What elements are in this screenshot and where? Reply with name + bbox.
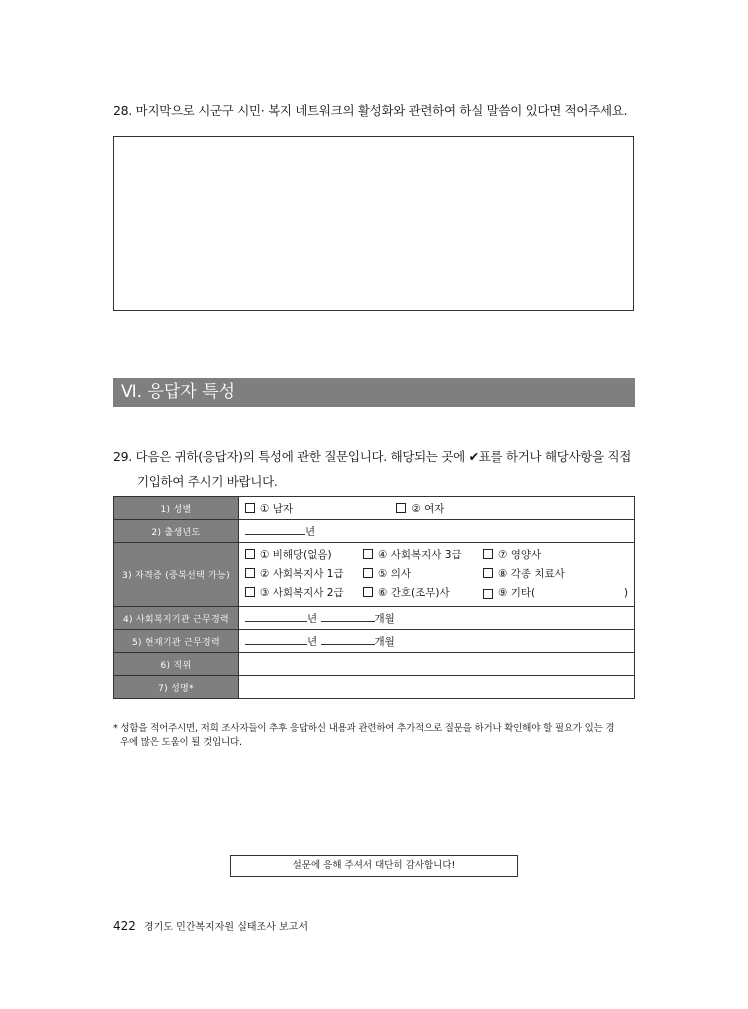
cert-option-8[interactable] bbox=[483, 565, 613, 584]
question-29 bbox=[113, 447, 631, 465]
option-row bbox=[245, 565, 628, 584]
current-career-field[interactable] bbox=[239, 630, 635, 653]
unit-label: 년 bbox=[305, 525, 316, 538]
cert-option-6[interactable] bbox=[363, 584, 483, 603]
checkbox-icon[interactable] bbox=[363, 549, 373, 559]
page-number: 422 bbox=[113, 919, 136, 933]
question-28 bbox=[113, 101, 627, 119]
table-row bbox=[114, 520, 635, 543]
unit-label: 개월 bbox=[374, 612, 395, 625]
cert-option-2[interactable] bbox=[245, 565, 363, 584]
option-row bbox=[245, 546, 628, 565]
question-text: 마지막으로 시군구 시민· 복지 네트워크의 활성화와 관련하여 하실 말씀이 있다면 적어주세요. bbox=[135, 103, 628, 118]
cert-option-4[interactable] bbox=[363, 546, 483, 565]
option-label: ③ 사회복지사 2급 bbox=[260, 587, 344, 599]
cert-option-7[interactable] bbox=[483, 546, 613, 565]
q28-answer-box[interactable] bbox=[113, 136, 634, 311]
birth-year-field[interactable] bbox=[239, 520, 635, 543]
table-row bbox=[114, 653, 635, 676]
name-label: 7) 성명* bbox=[114, 676, 239, 699]
cert-option-3[interactable] bbox=[245, 584, 363, 603]
option-label: ② 여자 bbox=[411, 502, 445, 515]
unit-label: 년 bbox=[307, 612, 318, 625]
table-row bbox=[114, 607, 635, 630]
option-label: ② 사회복지사 1급 bbox=[260, 568, 344, 580]
question-29-line2: 기입하여 주시기 바랍니다. bbox=[137, 474, 278, 489]
gender-options bbox=[239, 497, 635, 520]
section-header: Ⅵ. 응답자 특성 bbox=[113, 378, 635, 407]
option-label: ① 남자 bbox=[260, 502, 294, 515]
checkbox-icon[interactable] bbox=[483, 568, 493, 578]
option-label: ⑧ 각종 치료사 bbox=[498, 568, 565, 580]
close-paren: ) bbox=[623, 587, 628, 599]
checkbox-icon[interactable] bbox=[245, 549, 255, 559]
blank-line[interactable] bbox=[321, 612, 375, 622]
question-text-line1: 다음은 귀하(응답자)의 특성에 관한 질문입니다. 해당되는 곳에 ✔표를 하거나 해당사항을 직접 bbox=[135, 449, 632, 464]
report-title: 경기도 민간복지자원 실태조사 보고서 bbox=[143, 922, 309, 933]
birth-year-label: 2) 출생년도 bbox=[114, 520, 239, 543]
unit-label: 개월 bbox=[374, 635, 395, 648]
option-label: ⑨ 기타( bbox=[498, 587, 536, 599]
cert-option-9[interactable] bbox=[483, 584, 628, 603]
checkbox-icon[interactable] bbox=[245, 503, 255, 513]
footnote-line1: * 성함을 적어주시면, 저희 조사자들이 추후 응답하신 내용과 관련하여 추가적으로 질문을 하거나 확인해야 할 필요가 있는 경 bbox=[113, 723, 615, 734]
table-row bbox=[114, 543, 635, 607]
table-row bbox=[114, 676, 635, 699]
gender-female-option[interactable] bbox=[396, 501, 444, 516]
question-number: 29. bbox=[113, 449, 132, 464]
checkbox-icon[interactable] bbox=[483, 549, 493, 559]
cert-option-1[interactable] bbox=[245, 546, 363, 565]
option-label: ① 비해당(없음) bbox=[260, 549, 332, 561]
checkbox-icon[interactable] bbox=[363, 568, 373, 578]
option-label: ⑦ 영양사 bbox=[498, 549, 542, 561]
page-footer bbox=[113, 918, 308, 933]
option-label: ④ 사회복지사 3급 bbox=[378, 549, 462, 561]
position-field[interactable] bbox=[239, 653, 635, 676]
certificate-options bbox=[239, 543, 635, 607]
option-label: ⑤ 의사 bbox=[378, 568, 412, 580]
blank-line[interactable] bbox=[321, 635, 375, 645]
option-row bbox=[245, 584, 628, 603]
sw-career-field[interactable] bbox=[239, 607, 635, 630]
certificate-label: 3) 자격증 (중복선택 가능) bbox=[114, 543, 239, 607]
checkbox-icon[interactable] bbox=[396, 503, 406, 513]
unit-label: 년 bbox=[307, 635, 318, 648]
blank-line[interactable] bbox=[245, 612, 307, 622]
respondent-table bbox=[113, 496, 635, 699]
blank-line[interactable] bbox=[245, 525, 305, 535]
table-row bbox=[114, 630, 635, 653]
question-number: 28. bbox=[113, 103, 132, 118]
thanks-box: 설문에 응해 주셔서 대단히 감사합니다! bbox=[230, 855, 518, 877]
name-field[interactable] bbox=[239, 676, 635, 699]
sw-career-label: 4) 사회복지기관 근무경력 bbox=[114, 607, 239, 630]
gender-label: 1) 성별 bbox=[114, 497, 239, 520]
position-label: 6) 직위 bbox=[114, 653, 239, 676]
checkbox-icon[interactable] bbox=[483, 589, 493, 599]
checkbox-icon[interactable] bbox=[363, 587, 373, 597]
current-career-label: 5) 현재기관 근무경력 bbox=[114, 630, 239, 653]
checkbox-icon[interactable] bbox=[245, 587, 255, 597]
footnote-line2: 우에 많은 도움이 될 것입니다. bbox=[120, 737, 242, 748]
blank-line[interactable] bbox=[245, 635, 307, 645]
table-row bbox=[114, 497, 635, 520]
cert-option-5[interactable] bbox=[363, 565, 483, 584]
footnote bbox=[113, 722, 638, 750]
gender-male-option[interactable] bbox=[245, 501, 393, 516]
option-label: ⑥ 간호(조무)사 bbox=[378, 587, 450, 599]
checkbox-icon[interactable] bbox=[245, 568, 255, 578]
